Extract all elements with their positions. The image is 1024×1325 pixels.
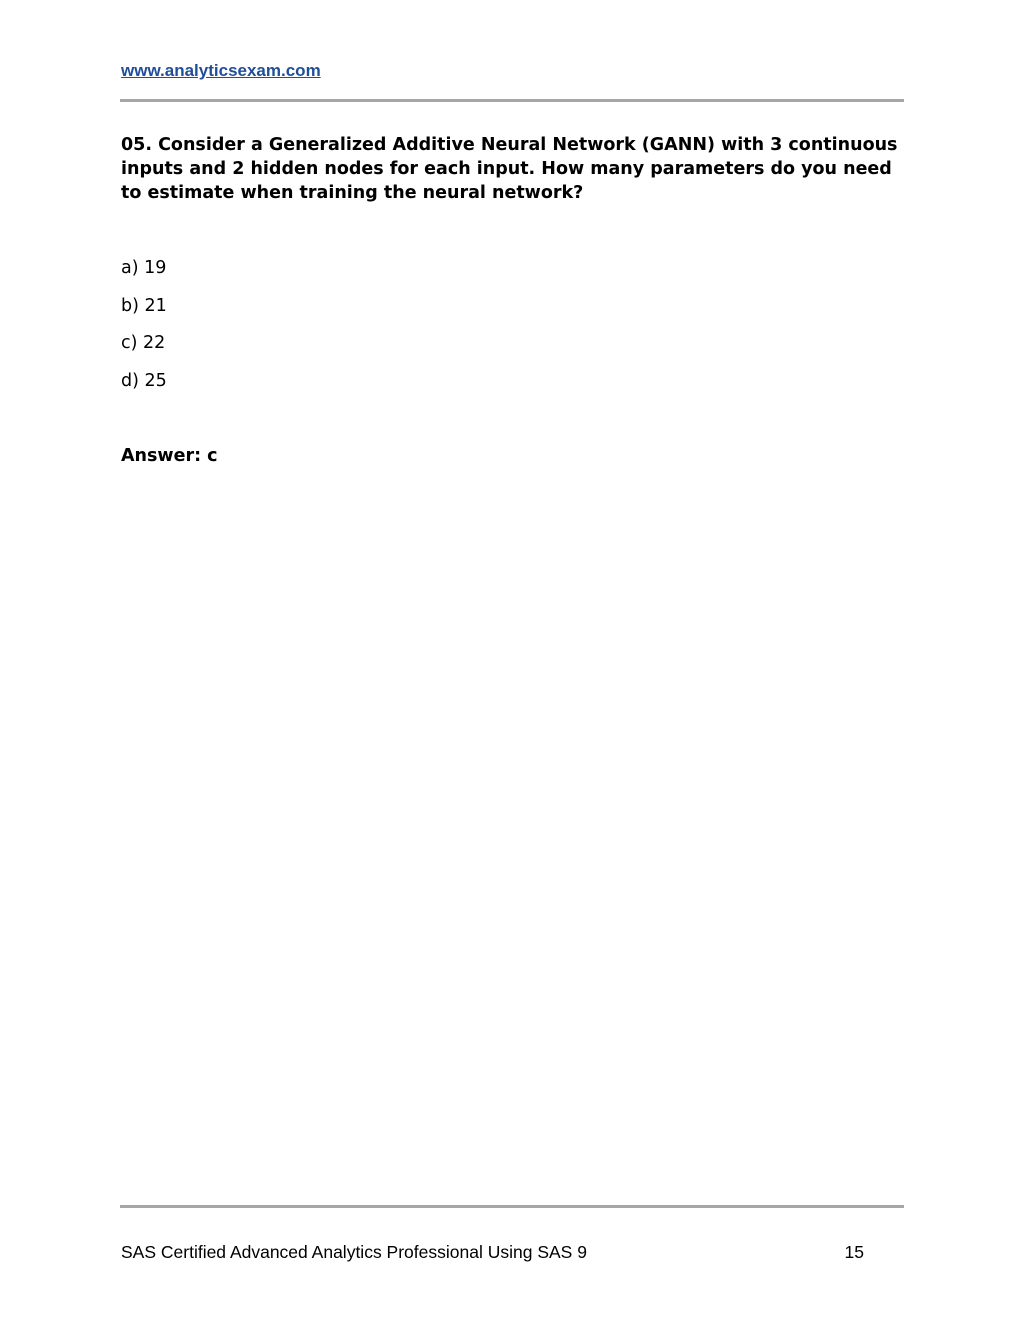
footer-page-number: 15	[844, 1242, 864, 1262]
option-b: b) 21	[121, 295, 167, 316]
option-a: a) 19	[121, 258, 167, 278]
option-d: d) 25	[121, 370, 167, 391]
answer-options-list	[121, 256, 167, 406]
header-divider	[120, 99, 904, 102]
footer-divider	[120, 1205, 904, 1208]
option-c: c) 22	[121, 333, 166, 353]
header-site-link[interactable]: www.analyticsexam.com	[121, 61, 321, 80]
question-text: 05. Consider a Generalized Additive Neural Network (GANN) with 3 continuous inputs and 2 hidden nodes for each input. How many parameters do you need to estimate when training the neural network?	[121, 135, 898, 203]
footer-title: SAS Certified Advanced Analytics Professional Using SAS 9	[121, 1242, 587, 1262]
answer-text: Answer: c	[121, 446, 218, 466]
